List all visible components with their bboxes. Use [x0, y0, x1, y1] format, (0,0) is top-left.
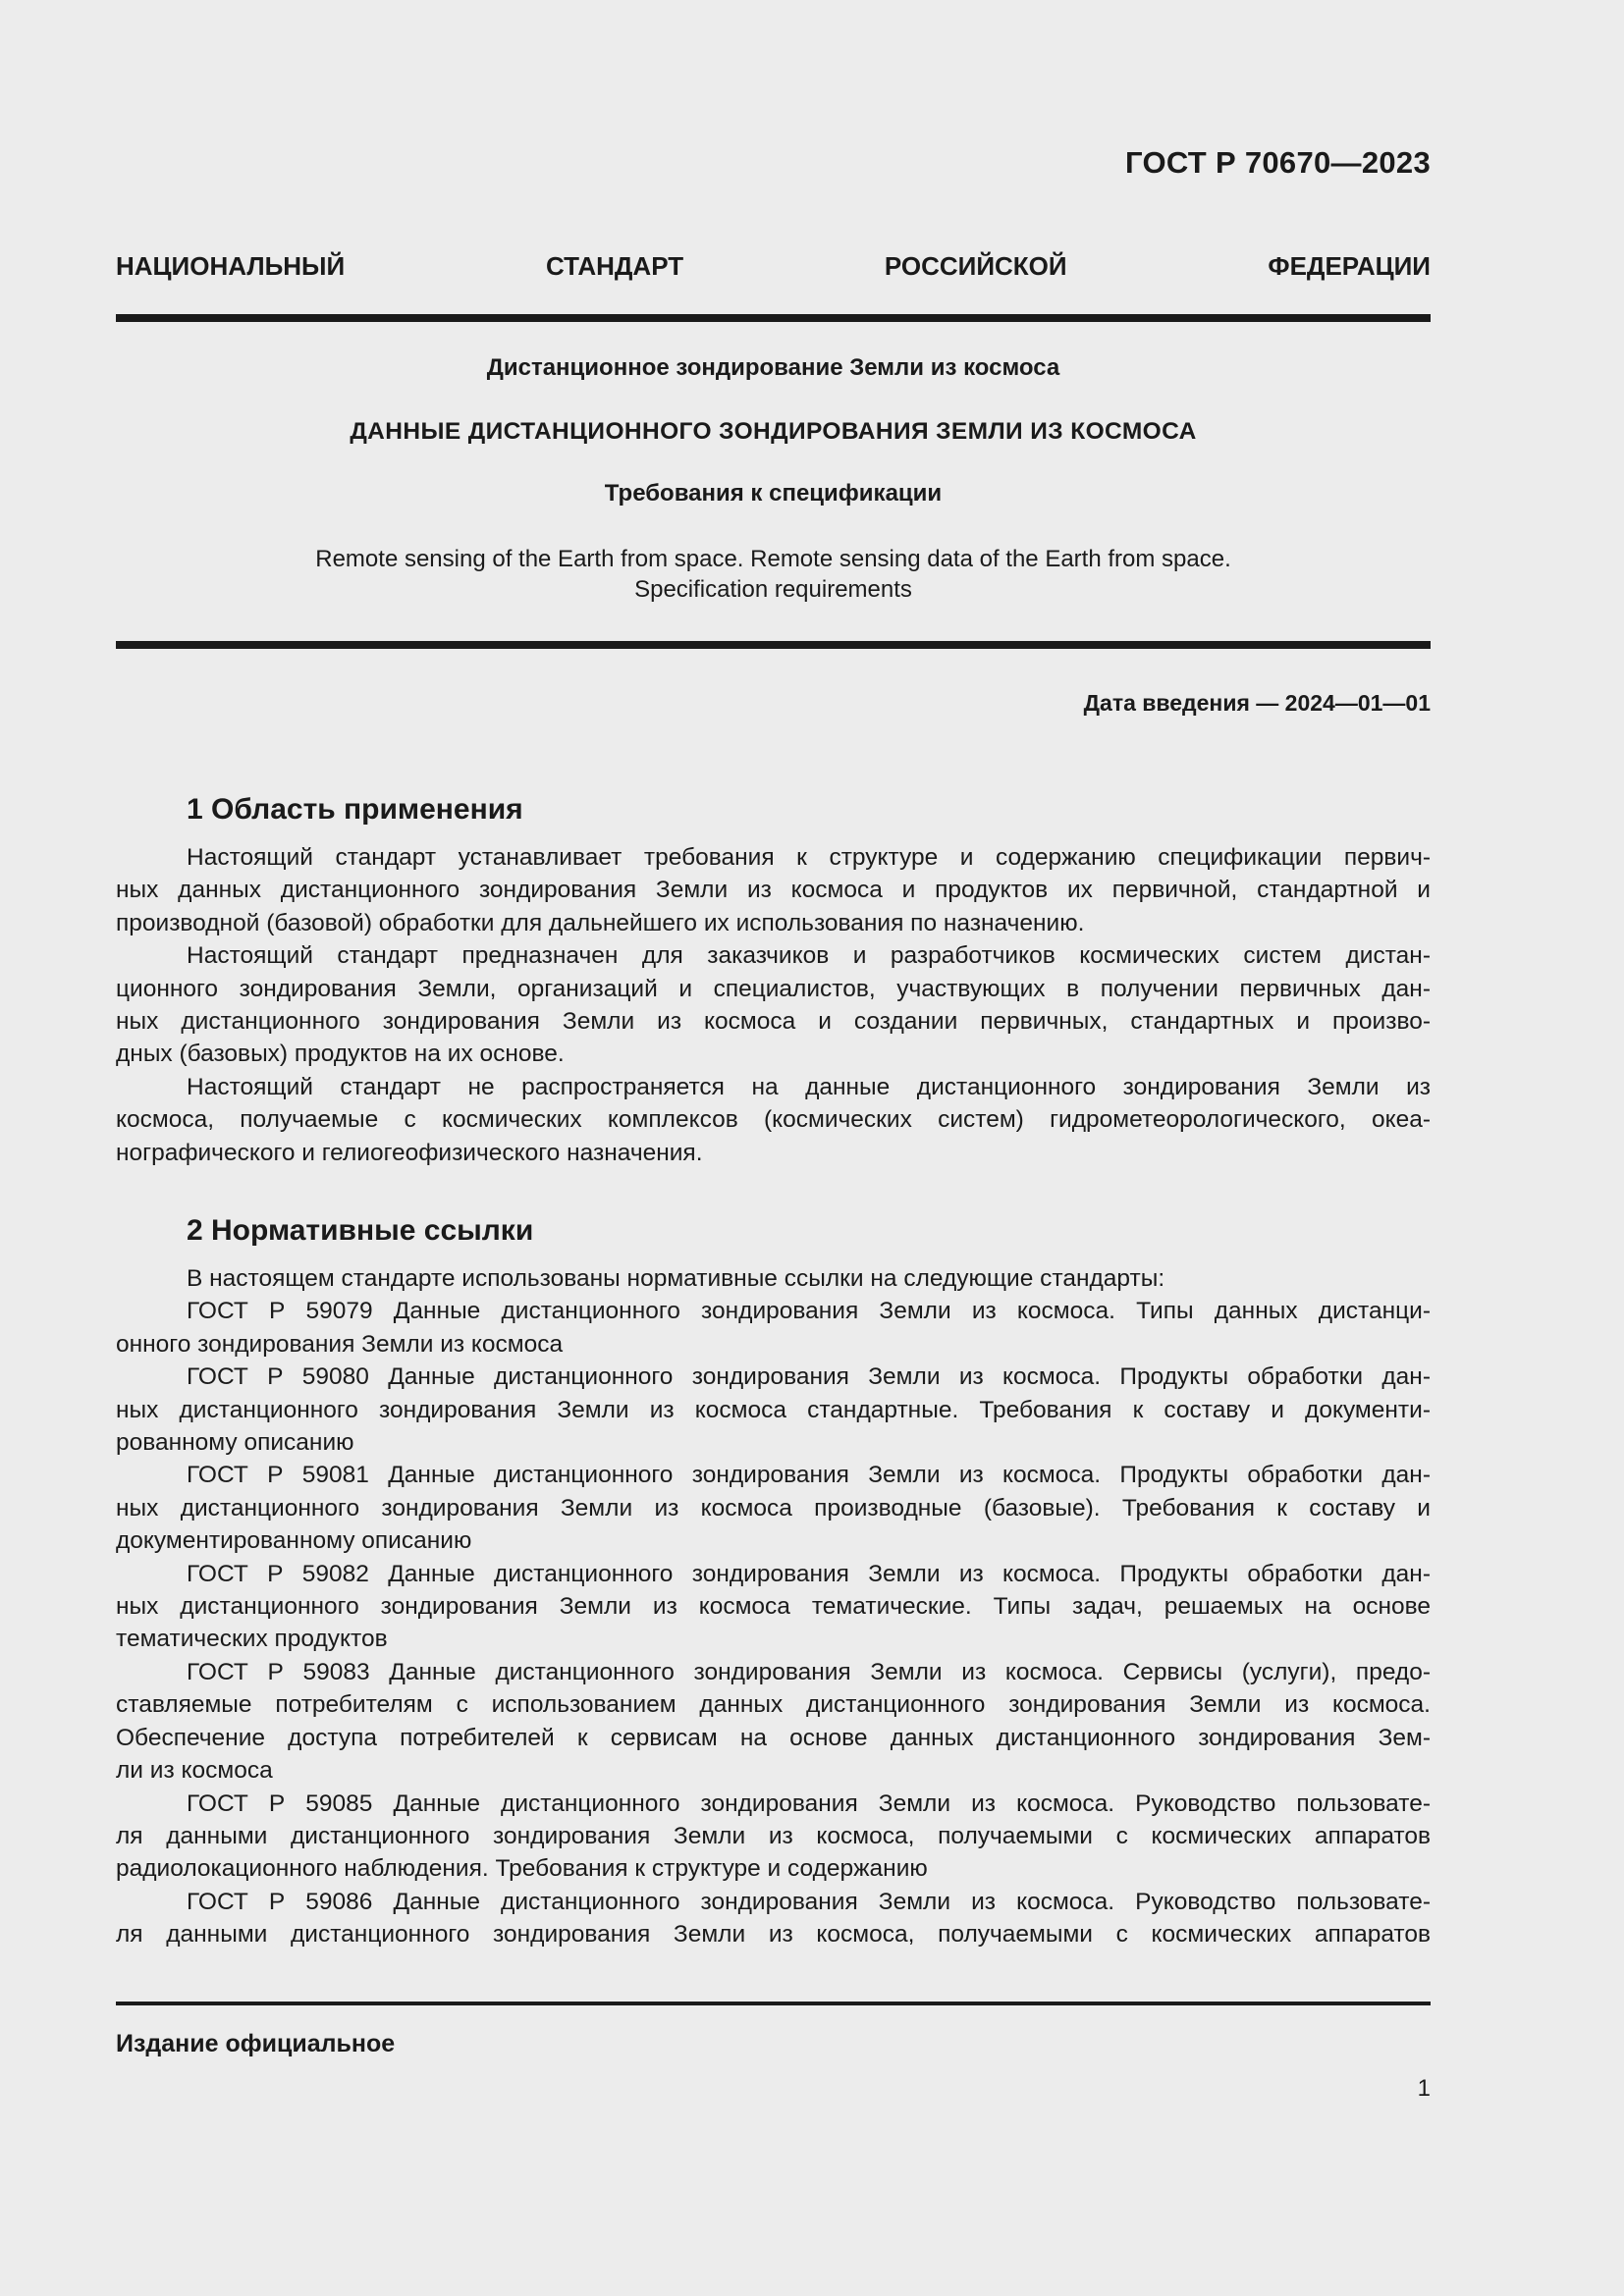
- reference-item: [116, 1656, 1431, 1788]
- text-line: ГОСТ Р 59081 Данные дистанционного зондирования Земли из космоса. Продукты обработки дан-: [187, 1462, 1431, 1489]
- text-line: ГОСТ Р 59083 Данные дистанционного зондирования Земли из космоса. Сервисы (услуги), предо-: [187, 1658, 1431, 1685]
- text-line: ных дистанционного зондирования Земли из космоса тематические. Типы задач, решаемых на основе: [116, 1593, 1431, 1621]
- text-line: ля данными дистанционного зондирования Земли из космоса, получаемыми с космических аппаратов: [116, 1822, 1431, 1849]
- text-line: документированному описанию: [116, 1527, 472, 1555]
- text-line: Настоящий стандарт предназначен для заказчиков и разработчиков космических систем дистан-: [187, 942, 1431, 970]
- title-bottom-rule: [116, 641, 1431, 649]
- national-standard-heading: НАЦИОНАЛЬНЫЙ СТАНДАРТ РОССИЙСКОЙ ФЕДЕРАЦИИ: [116, 251, 1431, 281]
- series-title: Дистанционное зондирование Земли из космоса: [486, 354, 1060, 381]
- text-line: дных (базовых) продуктов на их основе.: [116, 1041, 565, 1068]
- text-line: ГОСТ Р 59086 Данные дистанционного зондирования Земли из космоса. Руководство пользовате-: [187, 1888, 1431, 1915]
- english-title: [116, 544, 1431, 605]
- document-number: ГОСТ Р 70670—2023: [1125, 145, 1431, 180]
- text-line: нографического и гелиогеофизического назначения.: [116, 1139, 703, 1166]
- english-title-line: Specification requirements: [634, 576, 912, 603]
- text-line: В настоящем стандарте использованы нормативные ссылки на следующие стандарты:: [187, 1265, 1165, 1292]
- text-line: ных дистанционного зондирования Земли из космоса производные (базовые). Требования к составу и: [116, 1494, 1431, 1522]
- text-line: ционного зондирования Земли, организаций и специалистов, участвующих в получении первичных дан-: [116, 975, 1431, 1002]
- text-line: ных данных дистанционного зондирования Земли из космоса и продуктов их первичной, стандартной и: [116, 877, 1431, 904]
- text-line: ставляемые потребителям с использованием данных дистанционного зондирования Земли из космоса.: [116, 1691, 1431, 1719]
- paragraph: [116, 1262, 1431, 1295]
- text-line: рованному описанию: [116, 1429, 354, 1457]
- text-line: ГОСТ Р 59082 Данные дистанционного зондирования Земли из космоса. Продукты обработки дан-: [187, 1560, 1431, 1587]
- section-scope: [116, 790, 1431, 1169]
- reference-item: [116, 1361, 1431, 1459]
- section-normative-references: [116, 1211, 1431, 1951]
- section-heading: 1 Область применения: [187, 793, 523, 826]
- reference-item: [116, 1886, 1431, 1951]
- subtitle: Требования к спецификации: [604, 480, 943, 507]
- text-line: ГОСТ Р 59080 Данные дистанционного зондирования Земли из космоса. Продукты обработки дан-: [187, 1363, 1431, 1391]
- text-line: ли из космоса: [116, 1757, 273, 1785]
- text-line: ГОСТ Р 59079 Данные дистанционного зондирования Земли из космоса. Типы данных дистанци-: [187, 1298, 1431, 1325]
- page-number: 1: [1417, 2075, 1431, 2102]
- reference-item: [116, 1295, 1431, 1361]
- top-rule: [116, 314, 1431, 322]
- text-line: тематических продуктов: [116, 1626, 388, 1653]
- paragraph: [116, 1071, 1431, 1169]
- text-line: ных дистанционного зондирования Земли из космоса стандартные. Требования к составу и документи-: [116, 1396, 1431, 1423]
- introduction-date: Дата введения — 2024—01—01: [1083, 690, 1431, 716]
- main-title: ДАННЫЕ ДИСТАНЦИОННОГО ЗОНДИРОВАНИЯ ЗЕМЛИ ИЗ КОСМОСА: [350, 418, 1197, 445]
- paragraph: [116, 841, 1431, 939]
- text-line: ля данными дистанционного зондирования Земли из космоса, получаемыми с космических аппаратов: [116, 1921, 1431, 1949]
- text-line: ГОСТ Р 59085 Данные дистанционного зондирования Земли из космоса. Руководство пользовате-: [187, 1789, 1431, 1817]
- english-title-line: Remote sensing of the Earth from space. Remote sensing data of the Earth from space.: [315, 546, 1231, 572]
- reference-item: [116, 1788, 1431, 1886]
- reference-item: [116, 1558, 1431, 1656]
- text-line: Обеспечение доступа потребителей к сервисам на основе данных дистанционного зондирования Зем-: [116, 1724, 1431, 1751]
- official-edition-label: Издание официальное: [116, 2030, 396, 2057]
- text-line: производной (базовой) обработки для дальнейшего их использования по назначению.: [116, 909, 1085, 936]
- text-line: онного зондирования Земли из космоса: [116, 1330, 564, 1358]
- text-line: космоса, получаемые с космических комплексов (космических систем) гидрометеорологического, океа-: [116, 1106, 1431, 1134]
- section-heading: 2 Нормативные ссылки: [187, 1214, 534, 1247]
- text-line: Настоящий стандарт устанавливает требования к структуре и содержанию спецификации первич-: [187, 844, 1431, 871]
- paragraph: [116, 939, 1431, 1071]
- text-line: радиолокационного наблюдения. Требования к структуре и содержанию: [116, 1855, 928, 1883]
- text-line: Настоящий стандарт не распространяется на данные дистанционного зондирования Земли из: [187, 1073, 1431, 1100]
- footer-rule: [116, 2002, 1431, 2005]
- reference-item: [116, 1459, 1431, 1557]
- text-line: ных дистанционного зондирования Земли из космоса и создании первичных, стандартных и произво-: [116, 1008, 1431, 1036]
